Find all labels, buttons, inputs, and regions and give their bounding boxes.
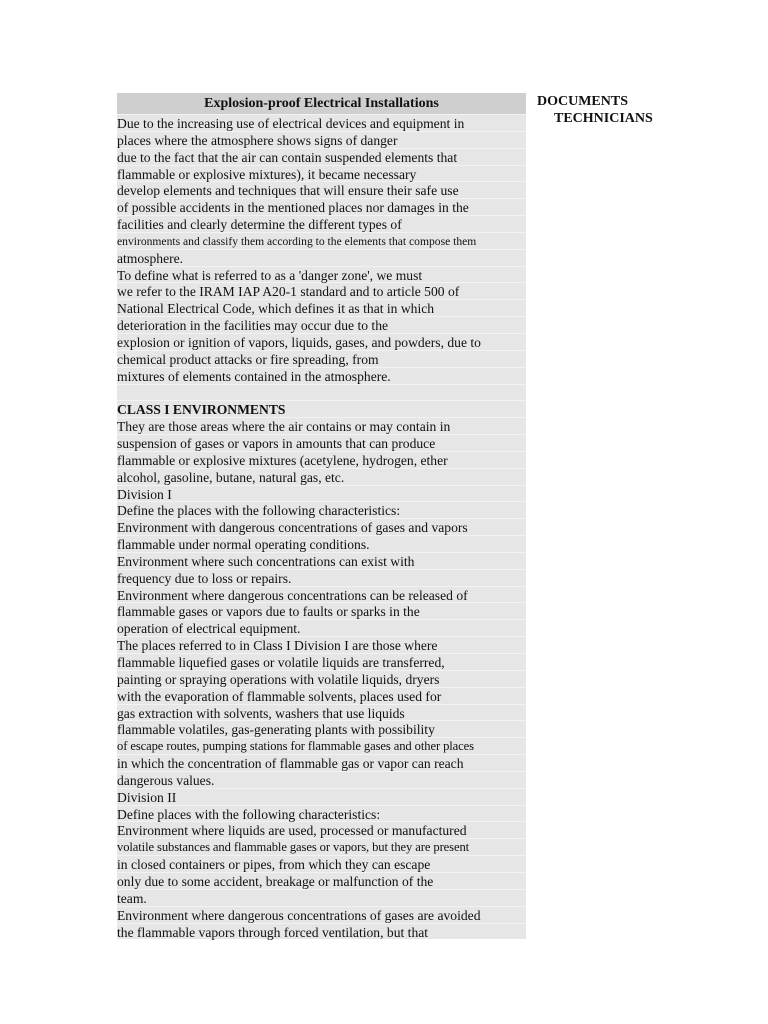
text-line: of possible accidents in the mentioned places nor damages in the: [117, 198, 526, 215]
text-line: They are those areas where the air contains or may contain in: [117, 417, 526, 434]
text-line: Environment where dangerous concentrations of gases are avoided: [117, 906, 526, 923]
text-line: Define the places with the following characteristics:: [117, 501, 526, 518]
text-line: flammable gases or vapors due to faults or sparks in the: [117, 602, 526, 619]
text-line: develop elements and techniques that will ensure their safe use: [117, 181, 526, 198]
text-line: flammable liquefied gases or volatile liquids are transferred,: [117, 653, 526, 670]
text-line: in closed containers or pipes, from which they can escape: [117, 855, 526, 872]
text-line: we refer to the IRAM IAP A20-1 standard and to article 500 of: [117, 282, 526, 299]
text-line: Environment with dangerous concentrations of gases and vapors: [117, 518, 526, 535]
text-line: Due to the increasing use of electrical devices and equipment in: [117, 114, 526, 131]
text-line: explosion or ignition of vapors, liquids, gases, and powders, due to: [117, 333, 526, 350]
text-line: facilities and clearly determine the different types of: [117, 215, 526, 232]
text-line: mixtures of elements contained in the atmosphere.: [117, 367, 526, 384]
text-line: To define what is referred to as a 'danger zone', we must: [117, 266, 526, 283]
text-line: flammable volatiles, gas-generating plants with possibility: [117, 720, 526, 737]
text-line: Environment where such concentrations can exist with: [117, 552, 526, 569]
text-line: frequency due to loss or repairs.: [117, 569, 526, 586]
text-line: Division I: [117, 485, 526, 502]
text-line: painting or spraying operations with volatile liquids, dryers: [117, 670, 526, 687]
side-header-documents: DOCUMENTS: [537, 94, 629, 109]
text-line: the flammable vapors through forced ventilation, but that: [117, 923, 526, 940]
text-line: chemical product attacks or fire spreading, from: [117, 350, 526, 367]
text-line: in which the concentration of flammable gas or vapor can reach: [117, 754, 526, 771]
document-column: [117, 93, 526, 939]
text-line: only due to some accident, breakage or malfunction of the: [117, 872, 526, 889]
document-body: [117, 114, 526, 939]
blank-line: [117, 384, 526, 401]
text-line: of escape routes, pumping stations for flammable gases and other places: [117, 737, 526, 754]
document-title: Explosion-proof Electrical Installations: [117, 93, 526, 114]
text-line: flammable under normal operating conditions.: [117, 535, 526, 552]
text-line: National Electrical Code, which defines it as that in which: [117, 299, 526, 316]
text-line: Environment where dangerous concentrations can be released of: [117, 586, 526, 603]
text-line: flammable or explosive mixtures), it became necessary: [117, 165, 526, 182]
text-line: team.: [117, 889, 526, 906]
text-line: environments and classify them according to the elements that compose them: [117, 232, 526, 249]
text-line: suspension of gases or vapors in amounts that can produce: [117, 434, 526, 451]
text-line: Define places with the following characteristics:: [117, 805, 526, 822]
text-line: Division II: [117, 788, 526, 805]
section-heading: CLASS I ENVIRONMENTS: [117, 400, 526, 417]
text-line: gas extraction with solvents, washers that use liquids: [117, 704, 526, 721]
text-line: deterioration in the facilities may occur due to the: [117, 316, 526, 333]
text-line: dangerous values.: [117, 771, 526, 788]
text-line: operation of electrical equipment.: [117, 619, 526, 636]
side-header: [537, 93, 653, 127]
text-line: alcohol, gasoline, butane, natural gas, etc.: [117, 468, 526, 485]
text-line: volatile substances and flammable gases or vapors, but they are present: [117, 838, 526, 855]
text-line: due to the fact that the air can contain suspended elements that: [117, 148, 526, 165]
text-line: Environment where liquids are used, processed or manufactured: [117, 821, 526, 838]
text-line: with the evaporation of flammable solvents, places used for: [117, 687, 526, 704]
text-line: places where the atmosphere shows signs of danger: [117, 131, 526, 148]
side-header-technicians: TECHNICIANS: [554, 111, 653, 126]
text-line: atmosphere.: [117, 249, 526, 266]
text-line: The places referred to in Class I Division I are those where: [117, 636, 526, 653]
text-line: flammable or explosive mixtures (acetylene, hydrogen, ether: [117, 451, 526, 468]
